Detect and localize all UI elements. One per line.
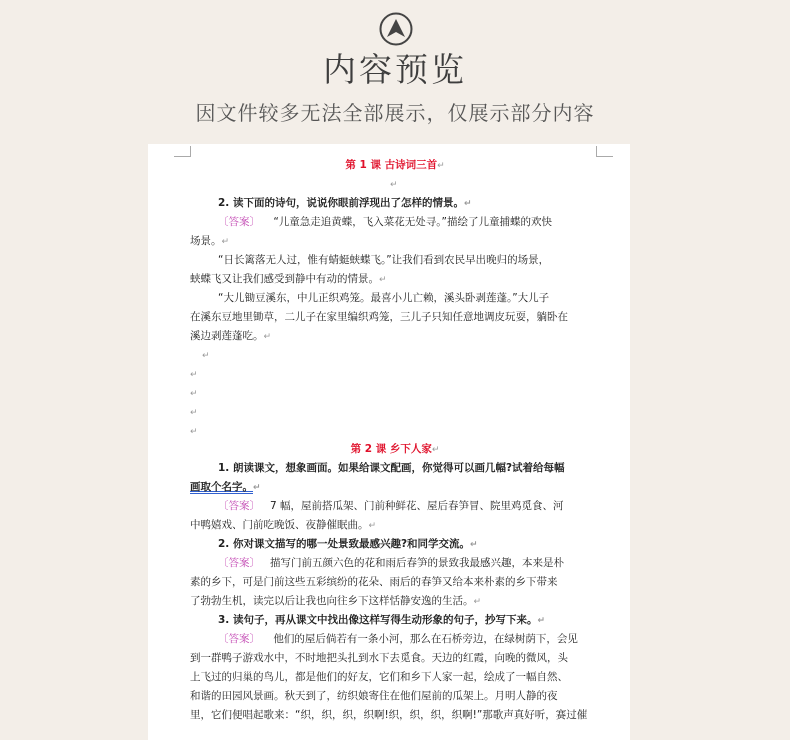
lesson-1-answer-3-end: 溪边剥莲蓬吃。↵: [190, 330, 272, 342]
paragraph-mark: ↵: [190, 427, 198, 437]
lesson-2-answer-3-cont-1: 到一群鸭子游戏水中，不时地把头扎到水下去觅食。天边的红霞，向晚的微风，头: [190, 652, 568, 664]
lesson-1-answer-3: “大儿锄豆溪东，中儿正织鸡笼。最喜小儿亡赖，溪头卧剥莲蓬。”大儿子: [218, 292, 550, 304]
lesson-1-title-line: [190, 156, 600, 176]
crop-mark-top-left: [174, 146, 191, 157]
lesson-2-answer-3-cont-3: 和谐的田园风景画。秋天到了，纺织娘寄住在他们屋前的瓜架上。月明人静的夜: [190, 690, 558, 702]
lesson-2-title: 第 2 课 乡下人家: [350, 443, 432, 455]
preview-title: 内容预览: [323, 50, 467, 89]
answer-tag: 〔答案〕: [218, 216, 260, 228]
compass-logo-icon: [379, 12, 413, 46]
lesson-2-answer-2: 〔答案〕 描写门前五颜六色的花和雨后春笋的景致我最感兴趣，本来是朴: [218, 557, 565, 569]
lesson-2-answer-3-cont-2: 上飞过的归巢的鸟儿，都是他们的好友，它们和乡下人家一起，绘成了一幅自然、: [190, 671, 568, 683]
lesson-1-answer-3-cont: 在溪东豆地里锄草，二儿子在家里编织鸡笼，三儿子只知任意地调皮玩耍，躺卧在: [190, 311, 568, 323]
lesson-2-answer-1: 〔答案〕 7 幅，屋前搭瓜架、门前种鲜花、屋后春笋冒、院里鸡觅食、河: [218, 500, 564, 512]
lesson-2-question-1: 1. 朗读课文，想象画面。如果给课文配画，你觉得可以画几幅?试着给每幅: [218, 462, 565, 474]
lesson-1-title: 第 1 课 古诗词三首: [345, 159, 438, 171]
lesson-1-question-2: 2. 读下面的诗句，说说你眼前浮现出了怎样的情景。↵: [218, 197, 472, 209]
lesson-2-answer-3: 〔答案〕 他们的屋后倘若有一条小河，那么在石桥旁边，在绿树荫下，会见: [218, 633, 578, 645]
lesson-2-question-1-cont: 画取个名字。↵: [190, 481, 261, 493]
lesson-2-question-3: 3. 读句子，再从课文中找出像这样写得生动形象的句子，抄写下来。↵: [218, 614, 545, 626]
paragraph-mark: ↵: [437, 161, 445, 171]
lesson-1-answer-1-cont: 场景。↵: [190, 235, 230, 247]
lesson-2-answer-2-end: 了勃勃生机，读完以后让我也向往乡下这样恬静安逸的生活。↵: [190, 595, 482, 607]
paragraph-mark: ↵: [202, 351, 210, 361]
preview-header: [0, 0, 790, 140]
paragraph-mark: ↵: [190, 389, 198, 399]
lesson-1-answer-2-cont: 蛱蝶飞又让我们感受到静中有动的情景。↵: [190, 273, 387, 285]
lesson-2-question-2: 2. 你对课文描写的哪一处景致最感兴趣?和同学交流。↵: [218, 538, 478, 550]
preview-subtitle: 因文件较多无法全部展示，仅展示部分内容: [195, 101, 595, 125]
lesson-2-answer-2-cont: 素的乡下，可是门前这些五彩缤纷的花朵、雨后的春笋又给本来朴素的乡下带来: [190, 576, 558, 588]
lesson-1-answer-1: 〔答案〕 “儿童急走追黄蝶，飞入菜花无处寻。”描绘了儿童捕蝶的欢快: [218, 216, 552, 228]
lesson-1-answer-2: “日长篱落无人过，惟有蜻蜓蛱蝶飞。”让我们看到农民早出晚归的场景，: [218, 254, 550, 266]
paragraph-mark: ↵: [190, 408, 198, 418]
lesson-2-answer-3-cont-4: 里，它们便唱起歌来：“织，织，织，织啊!织，织，织，织啊!”那歌声真好听，赛过催: [190, 709, 588, 721]
lesson-2-answer-1-cont: 中鸭嬉戏、门前吃晚饭、夜静催眠曲。↵: [190, 519, 377, 531]
document-page: [148, 144, 630, 740]
paragraph-mark: ↵: [390, 180, 398, 190]
lesson-2-title-line: 第 2 课 乡下人家↵: [350, 443, 440, 455]
paragraph-mark: ↵: [190, 370, 198, 380]
